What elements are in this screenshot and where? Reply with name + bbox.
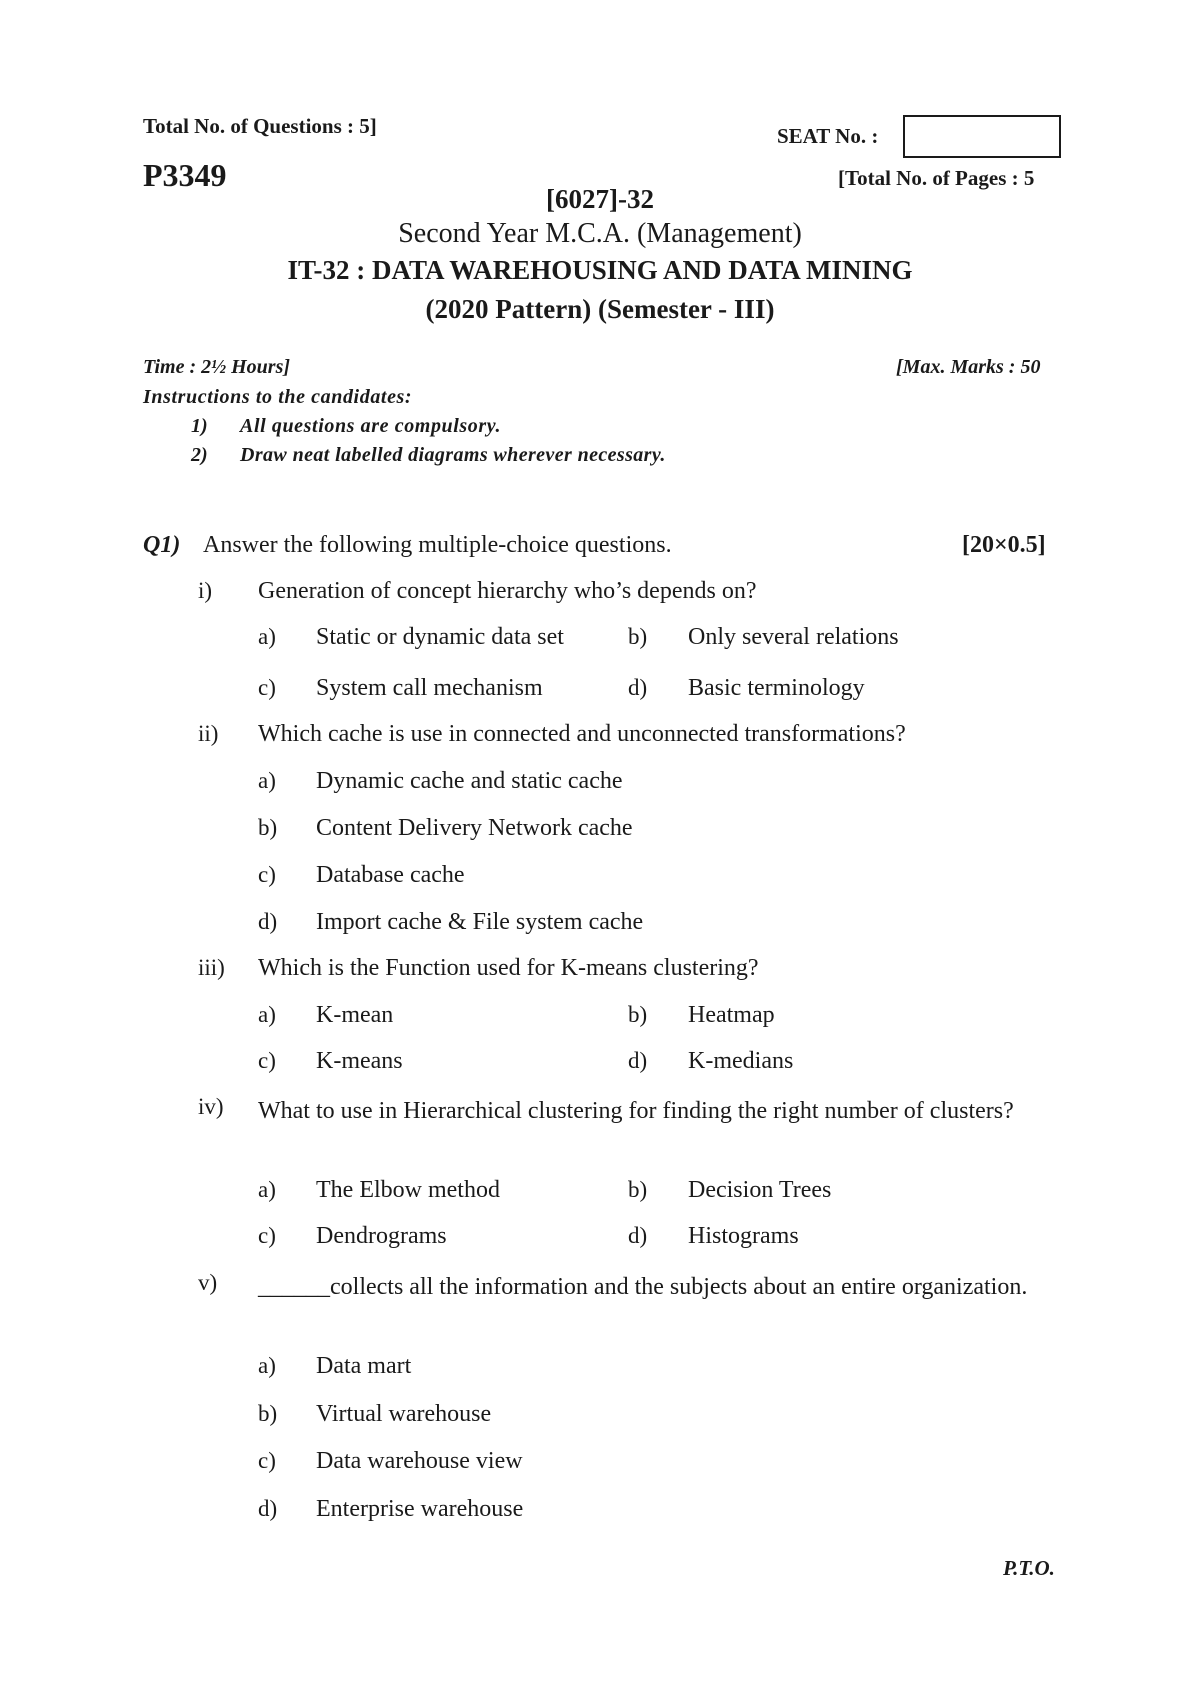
question-label: Q1) <box>143 532 181 558</box>
option-letter: c) <box>258 1048 276 1073</box>
item-number: v) <box>198 1270 218 1295</box>
option-text: Decision Trees <box>688 1177 832 1203</box>
option-text: Dynamic cache and static cache <box>316 768 623 794</box>
option-letter: d) <box>628 675 648 700</box>
total-questions: Total No. of Questions : 5] <box>143 114 377 138</box>
option-text: System call mechanism <box>316 675 543 701</box>
pattern-title: (2020 Pattern) (Semester - III) <box>425 294 775 324</box>
max-marks: [Max. Marks : 50 <box>896 356 1041 378</box>
pto-label: P.T.O. <box>1003 1556 1055 1580</box>
item-number: iv) <box>198 1094 224 1119</box>
instruction-number: 2) <box>191 444 208 466</box>
option-letter: d) <box>628 1223 648 1248</box>
option-text: Database cache <box>316 862 465 888</box>
item-question: What to use in Hierarchical clustering for finding the right number of clusters? <box>258 1098 1014 1124</box>
option-text: Import cache & File system cache <box>316 909 644 935</box>
option-letter: d) <box>258 909 278 934</box>
option-letter: c) <box>258 675 276 700</box>
seat-label: SEAT No. : <box>777 124 879 148</box>
option-text: K-mean <box>316 1002 394 1028</box>
option-letter: b) <box>628 624 648 649</box>
item-number: ii) <box>198 721 219 746</box>
subject-title: IT-32 : DATA WAREHOUSING AND DATA MINING <box>287 255 913 285</box>
item-question: ______collects all the information and the subjects about an entire organization. <box>258 1274 1028 1300</box>
seat-number-box[interactable] <box>903 115 1061 158</box>
option-letter: d) <box>258 1496 278 1521</box>
option-letter: a) <box>258 768 276 793</box>
option-text: Data warehouse view <box>316 1448 523 1474</box>
course-title: Second Year M.C.A. (Management) <box>398 218 802 249</box>
option-letter: a) <box>258 1002 276 1027</box>
option-letter: a) <box>258 624 276 649</box>
instructions-title: Instructions to the candidates: <box>143 386 413 408</box>
item-question: Which is the Function used for K-means clustering? <box>258 955 759 981</box>
option-letter: c) <box>258 1223 276 1248</box>
option-letter: b) <box>258 815 278 840</box>
option-text: Virtual warehouse <box>316 1401 492 1427</box>
item-number: i) <box>198 578 213 603</box>
total-pages: [Total No. of Pages : 5 <box>838 166 1035 190</box>
option-letter: a) <box>258 1353 276 1378</box>
question-text: Answer the following multiple-choice questions. <box>203 532 672 558</box>
option-text: Dendrograms <box>316 1223 447 1249</box>
option-letter: c) <box>258 862 276 887</box>
option-text: Enterprise warehouse <box>316 1496 524 1522</box>
option-letter: d) <box>628 1048 648 1073</box>
option-text: Data mart <box>316 1353 412 1379</box>
paper-code: P3349 <box>143 157 227 193</box>
option-text: The Elbow method <box>316 1177 500 1203</box>
option-text: Heatmap <box>688 1002 775 1028</box>
option-letter: b) <box>628 1177 648 1202</box>
option-text: Content Delivery Network cache <box>316 815 633 841</box>
instruction-number: 1) <box>191 415 208 437</box>
item-question: Generation of concept hierarchy who’s depends on? <box>258 578 757 604</box>
option-letter: a) <box>258 1177 276 1202</box>
option-text: Histograms <box>688 1223 799 1249</box>
option-letter: c) <box>258 1448 276 1473</box>
exam-code: [6027]-32 <box>546 184 654 214</box>
instruction-text: All questions are compulsory. <box>240 415 502 437</box>
option-text: Only several relations <box>688 624 899 650</box>
option-letter: b) <box>628 1002 648 1027</box>
item-question: Which cache is use in connected and unconnected transformations? <box>258 721 906 747</box>
time-label: Time : 2½ Hours] <box>143 356 291 378</box>
question-marks: [20×0.5] <box>962 532 1046 558</box>
option-text: Static or dynamic data set <box>316 624 564 650</box>
option-letter: b) <box>258 1401 278 1426</box>
instruction-text: Draw neat labelled diagrams wherever necessary. <box>240 444 666 466</box>
option-text: Basic terminology <box>688 675 865 701</box>
option-text: K-means <box>316 1048 403 1074</box>
item-number: iii) <box>198 955 225 980</box>
option-text: K-medians <box>688 1048 794 1074</box>
